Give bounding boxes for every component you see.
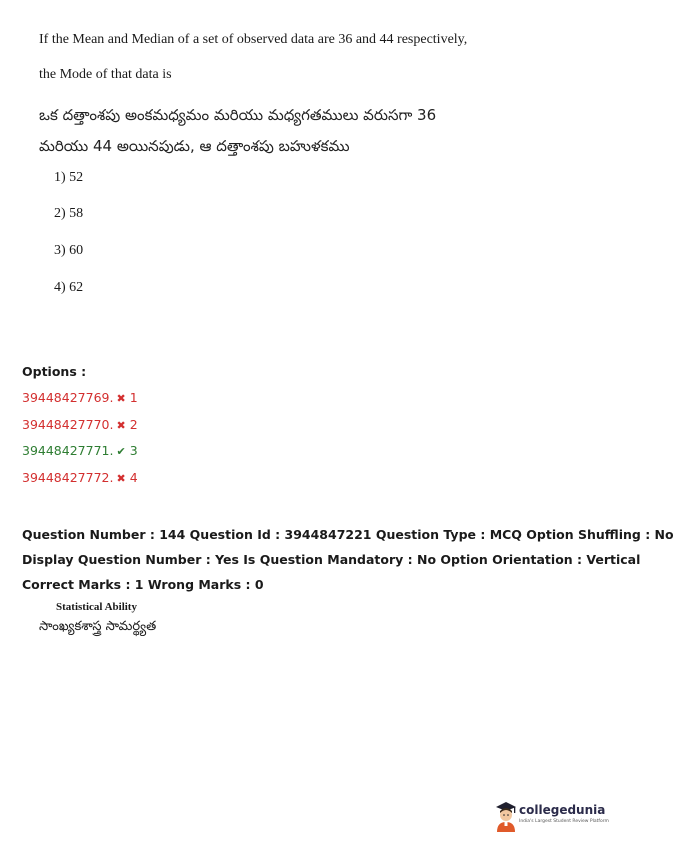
option-id: 39448427770. (22, 417, 114, 432)
question-meta-line2: Display Question Number : Yes Is Question Mandatory : No Option Orientation : Vertical (22, 552, 641, 567)
question-meta-line1: Question Number : 144 Question Id : 3944847221 Question Type : MCQ Option Shuffling : No (22, 527, 674, 542)
options-heading: Options : (22, 364, 87, 379)
question-choice-1: 1) 52 (54, 170, 84, 185)
section-title-te: సాంఖ్యకశాస్త్ర సామర్థ్యత (39, 619, 157, 634)
question-text-te-line2: మరియు 44 అయినపుడు, ఆ దత్తాంశపు బహుళకము (39, 137, 350, 155)
option-row-3 (22, 443, 138, 458)
cross-icon: ✖ (116, 419, 126, 432)
question-text-en-line2: the Mode of that data is (39, 67, 172, 82)
option-value: 4 (129, 470, 138, 485)
question-choice-2: 2) 58 (54, 206, 84, 221)
logo-wordmark: collegedunia (519, 803, 606, 817)
option-id: 39448427772. (22, 470, 114, 485)
question-meta-line3: Correct Marks : 1 Wrong Marks : 0 (22, 577, 264, 592)
option-row-2 (22, 417, 138, 432)
option-id: 39448427769. (22, 390, 114, 405)
option-value: 3 (129, 443, 138, 458)
option-row-4 (22, 470, 138, 485)
option-value: 2 (129, 417, 138, 432)
section-title-en: Statistical Ability (56, 601, 137, 613)
logo-tagline: India's Largest Student Review Platform (519, 819, 609, 824)
option-row-1 (22, 390, 138, 405)
collegedunia-logo (493, 800, 609, 832)
cross-icon: ✖ (116, 392, 126, 405)
student-avatar-icon (493, 800, 519, 832)
option-value: 1 (129, 390, 138, 405)
question-choice-4: 4) 62 (54, 280, 84, 295)
cross-icon: ✖ (116, 472, 126, 485)
option-id: 39448427771. (22, 443, 114, 458)
question-text-te-line1: ఒక దత్తాంశపు అంకమధ్యమం మరియు మధ్యగతములు వరుసగా 36 (39, 106, 437, 124)
question-text-en-line1: If the Mean and Median of a set of observed data are 36 and 44 respectively, (39, 32, 468, 47)
check-icon: ✔ (116, 445, 126, 458)
question-choice-3: 3) 60 (54, 243, 84, 258)
